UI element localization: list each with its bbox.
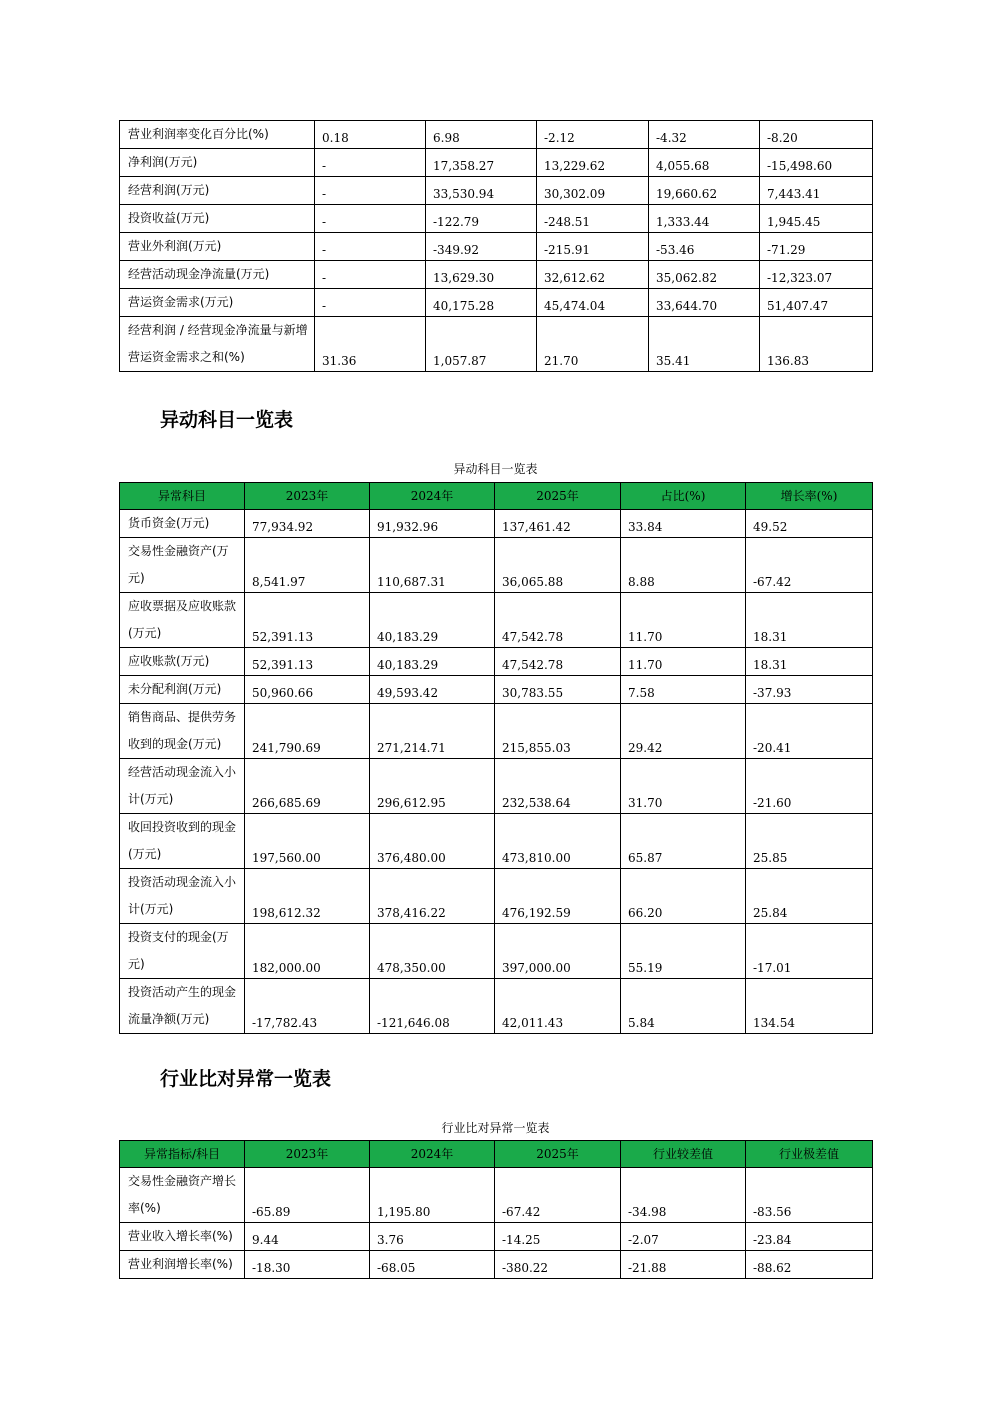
- table-row: [120, 676, 873, 704]
- table-cell: 266,685.69: [245, 759, 370, 814]
- table-cell: -: [315, 205, 426, 233]
- table-cell: 25.85: [746, 814, 873, 869]
- table-cell: 182,000.00: [245, 924, 370, 979]
- table-cell: -2.12: [537, 121, 649, 149]
- table-cell: -68.05: [370, 1251, 495, 1279]
- table-header-row: [120, 1141, 873, 1168]
- table-cell: 473,810.00: [495, 814, 621, 869]
- table-cell: -67.42: [495, 1168, 621, 1223]
- row-label: 交易性金融资产增长率(%): [120, 1168, 245, 1223]
- table-cell: 40,183.29: [370, 593, 495, 648]
- table-cell: -380.22: [495, 1251, 621, 1279]
- table-row: [120, 979, 873, 1034]
- table-cell: 137,461.42: [495, 510, 621, 538]
- row-label: 应收账款(万元): [120, 648, 245, 676]
- abnormal-items-table: [119, 482, 873, 1034]
- table-cell: 134.54: [746, 979, 873, 1034]
- table-cell: -: [315, 177, 426, 205]
- table-cell: -15,498.60: [760, 149, 873, 177]
- table-row: [120, 177, 873, 205]
- table-row: [120, 510, 873, 538]
- column-header: 2025年: [495, 483, 621, 510]
- table-cell: -83.56: [746, 1168, 873, 1223]
- table-cell: 241,790.69: [245, 704, 370, 759]
- table-cell: 65.87: [621, 814, 746, 869]
- table-cell: 0.18: [315, 121, 426, 149]
- column-header: 2024年: [370, 483, 495, 510]
- table-cell: 1,195.80: [370, 1168, 495, 1223]
- row-label: 经营利润(万元): [120, 177, 315, 205]
- table-cell: 7,443.41: [760, 177, 873, 205]
- row-label: 应收票据及应收账款(万元): [120, 593, 245, 648]
- table-cell: -122.79: [426, 205, 537, 233]
- table-cell: 50,960.66: [245, 676, 370, 704]
- row-label: 营业收入增长率(%): [120, 1223, 245, 1251]
- table-cell: 7.58: [621, 676, 746, 704]
- table-cell: -14.25: [495, 1223, 621, 1251]
- table-cell: 18.31: [746, 593, 873, 648]
- table-row: [120, 149, 873, 177]
- table-cell: 5.84: [621, 979, 746, 1034]
- table-cell: 47,542.78: [495, 648, 621, 676]
- table-cell: 9.44: [245, 1223, 370, 1251]
- table-cell: -88.62: [746, 1251, 873, 1279]
- section-heading-abnormal-items: 异动科目一览表: [160, 409, 294, 431]
- row-label: 投资活动产生的现金流量净额(万元): [120, 979, 245, 1034]
- table-cell: 32,612.62: [537, 261, 649, 289]
- table-cell: -23.84: [746, 1223, 873, 1251]
- table-cell: 476,192.59: [495, 869, 621, 924]
- table-row: [120, 317, 873, 372]
- column-header: 增长率(%): [746, 483, 873, 510]
- table-cell: 110,687.31: [370, 538, 495, 593]
- table-cell: -17,782.43: [245, 979, 370, 1034]
- column-header: 行业极差值: [746, 1141, 873, 1168]
- table-cell: 136.83: [760, 317, 873, 372]
- row-label: 投资活动现金流入小计(万元): [120, 869, 245, 924]
- column-header: 异常指标/科目: [120, 1141, 245, 1168]
- table-row: [120, 205, 873, 233]
- table-header-row: [120, 483, 873, 510]
- column-header: 异常科目: [120, 483, 245, 510]
- row-label: 收回投资收到的现金(万元): [120, 814, 245, 869]
- column-header: 2025年: [495, 1141, 621, 1168]
- table-row: [120, 121, 873, 149]
- row-label: 货币资金(万元): [120, 510, 245, 538]
- table-cell: 1,333.44: [649, 205, 760, 233]
- table-cell: 42,011.43: [495, 979, 621, 1034]
- table-cell: 11.70: [621, 593, 746, 648]
- table-row: [120, 704, 873, 759]
- table-caption-industry-comparison: 行业比对异常一览表: [441, 1121, 550, 1135]
- table-row: [120, 1251, 873, 1279]
- table-cell: 232,538.64: [495, 759, 621, 814]
- table-cell: -248.51: [537, 205, 649, 233]
- table-cell: 397,000.00: [495, 924, 621, 979]
- table-cell: -349.92: [426, 233, 537, 261]
- table-cell: 33.84: [621, 510, 746, 538]
- table-row: [120, 759, 873, 814]
- table-cell: -12,323.07: [760, 261, 873, 289]
- table-row: [120, 233, 873, 261]
- table-cell: 31.70: [621, 759, 746, 814]
- table-cell: 296,612.95: [370, 759, 495, 814]
- table-cell: -121,646.08: [370, 979, 495, 1034]
- table-cell: 8.88: [621, 538, 746, 593]
- table-cell: 478,350.00: [370, 924, 495, 979]
- column-header: 2023年: [245, 483, 370, 510]
- table-cell: 215,855.03: [495, 704, 621, 759]
- table-cell: -: [315, 233, 426, 261]
- table-cell: 52,391.13: [245, 593, 370, 648]
- row-label: 净利润(万元): [120, 149, 315, 177]
- row-label: 交易性金融资产(万元): [120, 538, 245, 593]
- table-cell: 52,391.13: [245, 648, 370, 676]
- table-cell: -: [315, 149, 426, 177]
- row-label: 营运资金需求(万元): [120, 289, 315, 317]
- table-row: [120, 814, 873, 869]
- table-cell: -21.88: [621, 1251, 746, 1279]
- table-caption-abnormal-items: 异动科目一览表: [453, 462, 538, 476]
- table-row: [120, 1223, 873, 1251]
- table-cell: 55.19: [621, 924, 746, 979]
- row-label: 经营活动现金净流量(万元): [120, 261, 315, 289]
- table-cell: -17.01: [746, 924, 873, 979]
- table-cell: -53.46: [649, 233, 760, 261]
- table-row: [120, 289, 873, 317]
- row-label: 营业利润率变化百分比(%): [120, 121, 315, 149]
- table-cell: 49.52: [746, 510, 873, 538]
- section-heading-industry-comparison: 行业比对异常一览表: [160, 1068, 332, 1090]
- table-cell: 3.76: [370, 1223, 495, 1251]
- table-cell: 378,416.22: [370, 869, 495, 924]
- table-cell: -: [315, 261, 426, 289]
- column-header: 2023年: [245, 1141, 370, 1168]
- table-cell: -2.07: [621, 1223, 746, 1251]
- table-cell: -8.20: [760, 121, 873, 149]
- column-header: 占比(%): [621, 483, 746, 510]
- table-cell: 40,175.28: [426, 289, 537, 317]
- table-cell: -65.89: [245, 1168, 370, 1223]
- row-label: 营业外利润(万元): [120, 233, 315, 261]
- table-cell: 29.42: [621, 704, 746, 759]
- table-row: [120, 869, 873, 924]
- table-cell: 51,407.47: [760, 289, 873, 317]
- table-cell: -71.29: [760, 233, 873, 261]
- row-label: 营业利润增长率(%): [120, 1251, 245, 1279]
- table-cell: -: [315, 289, 426, 317]
- table-row: [120, 924, 873, 979]
- table-cell: 197,560.00: [245, 814, 370, 869]
- table-cell: 8,541.97: [245, 538, 370, 593]
- table-cell: 77,934.92: [245, 510, 370, 538]
- table-cell: 36,065.88: [495, 538, 621, 593]
- table-cell: -215.91: [537, 233, 649, 261]
- table-cell: 45,474.04: [537, 289, 649, 317]
- row-label: 销售商品、提供劳务收到的现金(万元): [120, 704, 245, 759]
- table-cell: 40,183.29: [370, 648, 495, 676]
- table-cell: 18.31: [746, 648, 873, 676]
- table-cell: -67.42: [746, 538, 873, 593]
- table-cell: -4.32: [649, 121, 760, 149]
- table-cell: -34.98: [621, 1168, 746, 1223]
- table-cell: -21.60: [746, 759, 873, 814]
- table-cell: 1,057.87: [426, 317, 537, 372]
- table-cell: 30,302.09: [537, 177, 649, 205]
- table-cell: -37.93: [746, 676, 873, 704]
- table-cell: 31.36: [315, 317, 426, 372]
- table-row: [120, 593, 873, 648]
- row-label: 投资收益(万元): [120, 205, 315, 233]
- table-cell: 66.20: [621, 869, 746, 924]
- table-cell: 49,593.42: [370, 676, 495, 704]
- table-cell: 1,945.45: [760, 205, 873, 233]
- table-cell: 25.84: [746, 869, 873, 924]
- table-cell: 376,480.00: [370, 814, 495, 869]
- table-cell: 4,055.68: [649, 149, 760, 177]
- table-row: [120, 648, 873, 676]
- table-cell: 17,358.27: [426, 149, 537, 177]
- row-label: 经营利润 / 经营现金净流量与新增营运资金需求之和(%): [120, 317, 315, 372]
- industry-comparison-table: [119, 1140, 873, 1279]
- table-cell: -18.30: [245, 1251, 370, 1279]
- table-cell: 33,530.94: [426, 177, 537, 205]
- table-cell: 6.98: [426, 121, 537, 149]
- table-cell: 30,783.55: [495, 676, 621, 704]
- table-cell: -20.41: [746, 704, 873, 759]
- table-cell: 33,644.70: [649, 289, 760, 317]
- financial-metrics-table: [119, 120, 873, 372]
- table-cell: 35,062.82: [649, 261, 760, 289]
- table-cell: 11.70: [621, 648, 746, 676]
- column-header: 2024年: [370, 1141, 495, 1168]
- table-cell: 19,660.62: [649, 177, 760, 205]
- table-cell: 271,214.71: [370, 704, 495, 759]
- row-label: 投资支付的现金(万元): [120, 924, 245, 979]
- table-cell: 21.70: [537, 317, 649, 372]
- table-cell: 198,612.32: [245, 869, 370, 924]
- column-header: 行业较差值: [621, 1141, 746, 1168]
- table-cell: 35.41: [649, 317, 760, 372]
- table-row: [120, 261, 873, 289]
- row-label: 经营活动现金流入小计(万元): [120, 759, 245, 814]
- row-label: 未分配利润(万元): [120, 676, 245, 704]
- table-cell: 47,542.78: [495, 593, 621, 648]
- table-cell: 13,629.30: [426, 261, 537, 289]
- table-row: [120, 538, 873, 593]
- table-cell: 91,932.96: [370, 510, 495, 538]
- table-row: [120, 1168, 873, 1223]
- table-cell: 13,229.62: [537, 149, 649, 177]
